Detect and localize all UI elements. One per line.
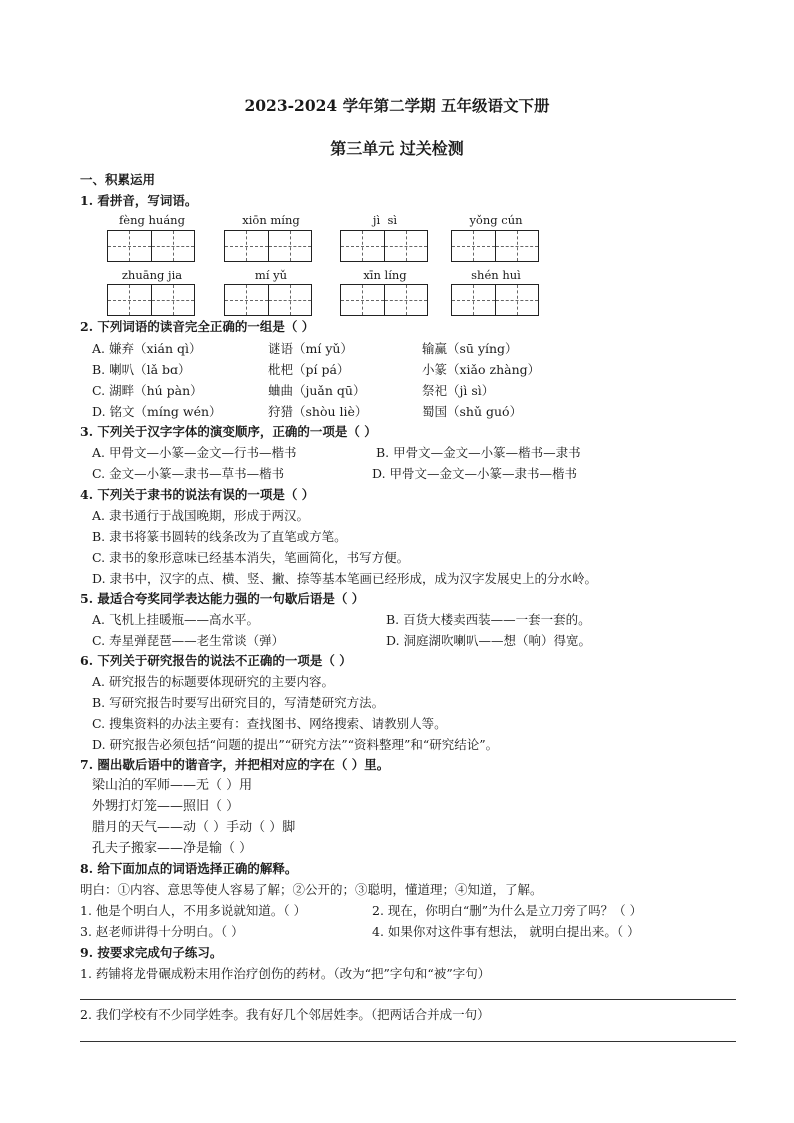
q4-option-b: B. 隶书将篆书圆转的线条改为了直笔或方笔。 xyxy=(92,529,347,544)
q3-option-c: C. 金文—小篆—隶书—草书—楷书 xyxy=(92,466,285,481)
q7-line-2: 外甥打灯笼——照旧（ ） xyxy=(92,799,240,814)
q6-option-a: A. 研究报告的标题要体现研究的主要内容。 xyxy=(92,674,334,689)
q3-option-d: D. 甲骨文—金文—小篆—隶书—楷书 xyxy=(372,466,578,481)
q6-option-d: D. 研究报告必须包括“问题的提出”“研究方法”“资料整理”和“研究结论”。 xyxy=(92,737,499,752)
q6-stem: 6. 下列关于研究报告的说法不正确的一项是（ ） xyxy=(80,653,352,668)
q7-line-4: 孔夫子搬家——净是输（ ） xyxy=(92,841,253,856)
pinyin-label: jì sì xyxy=(372,213,398,227)
q7-line-1: 梁山泊的军师——无（ ）用 xyxy=(92,778,253,793)
q2-option-c3: 祭祀（jì sì） xyxy=(422,383,495,398)
q9-stem: 9. 按要求完成句子练习。 xyxy=(80,945,223,960)
tianzige-box[interactable] xyxy=(340,284,428,316)
pinyin-label: zhuāng jia xyxy=(121,268,183,282)
q8-definition: 明白：①内容、意思等使人容易了解；②公开的；③聪明，懂道理；④知道，了解。 xyxy=(80,882,543,897)
q4-option-d: D. 隶书中，汉字的点、横、竖、撇、捺等基本笔画已经形成，成为汉字发展史上的分水岭。 xyxy=(92,571,598,586)
q7-stem: 7. 圈出歇后语中的谐音字，并把相对应的字在（ ）里。 xyxy=(80,757,390,772)
tianzige-box[interactable] xyxy=(224,230,312,262)
pinyin-label: shén huì xyxy=(471,268,521,282)
tianzige-box[interactable] xyxy=(451,284,539,316)
q6-option-b: B. 写研究报告时要写出研究目的，写清楚研究方法。 xyxy=(92,695,385,710)
q3-option-a: A. 甲骨文—小篆—金文—行书—楷书 xyxy=(92,445,297,460)
q2-option-a1: A. 嫌弃（xián qì） xyxy=(92,341,202,356)
q5-option-a: A. 飞机上挂暖瓶——高水平。 xyxy=(92,612,259,627)
answer-line[interactable] xyxy=(80,999,736,1000)
q2-option-c2: 蛐曲（juǎn qū） xyxy=(268,383,366,398)
pinyin-label: xiōn míng xyxy=(242,213,300,227)
q5-option-d: D. 洞庭湖吹喇叭——想（响）得宽。 xyxy=(386,633,592,648)
q5-stem: 5. 最适合夸奖同学表达能力强的一句歇后语是（ ） xyxy=(80,591,365,606)
page-subtitle: 第三单元 过关检测 xyxy=(330,139,464,158)
pinyin-label: fèng huáng xyxy=(119,213,185,227)
q3-option-b: B. 甲骨文—金文—小篆—楷书—隶书 xyxy=(376,445,581,460)
q8-stem: 8. 给下面加点的词语选择正确的解释。 xyxy=(80,861,298,876)
q8-sentence-1: 1. 他是个明白人，不用多说就知道。（ ） xyxy=(80,903,307,918)
q5-option-c: C. 寿星弹琵琶——老生常谈（弹） xyxy=(92,633,285,648)
q2-option-d1: D. 铭文（míng wén） xyxy=(92,404,222,419)
q5-option-b: B. 百货大楼卖西装——一套一套的。 xyxy=(386,612,591,627)
pinyin-label: mí yǔ xyxy=(254,268,288,282)
q6-option-c: C. 搜集资料的办法主要有：查找图书、网络搜索、请教别人等。 xyxy=(92,716,447,731)
q2-option-b1: B. 喇叭（lǎ bɑ） xyxy=(92,362,191,377)
q9-task-1: 1. 药铺将龙骨碾成粉末用作治疗创伤的药材。（改为“把”字句和“被”字句） xyxy=(80,966,491,981)
q7-line-3: 腊月的天气——动（ ）手动（ ）脚 xyxy=(92,820,296,835)
q2-option-d3: 蜀国（shǔ guó） xyxy=(422,404,523,419)
q2-option-b3: 小篆（xiǎo zhàng） xyxy=(422,362,541,377)
q2-option-d2: 狩猎（shòu liè） xyxy=(268,404,368,419)
q3-stem: 3. 下列关于汉字字体的演变顺序，正确的一项是（ ） xyxy=(80,424,377,439)
q2-option-c1: C. 湖畔（hú pàn） xyxy=(92,383,203,398)
q8-sentence-2: 2. 现在，你明白“删”为什么是立刀旁了吗？（ ） xyxy=(372,903,643,918)
answer-line[interactable] xyxy=(80,1041,736,1042)
tianzige-box[interactable] xyxy=(224,284,312,316)
q2-option-a3: 输赢（sū yíng） xyxy=(422,341,518,356)
page-title: 2023-2024 学年第二学期 五年级语文下册 xyxy=(244,96,550,115)
pinyin-label: xīn líng xyxy=(363,268,407,282)
q2-stem: 2. 下列词语的读音完全正确的一组是（ ） xyxy=(80,319,315,334)
q4-stem: 4. 下列关于隶书的说法有误的一项是（ ） xyxy=(80,487,315,502)
section-heading: 一、积累运用 xyxy=(80,172,156,187)
q2-option-b2: 枇杷（pí pá） xyxy=(268,362,350,377)
tianzige-box[interactable] xyxy=(107,230,195,262)
q1-stem: 1. 看拼音，写词语。 xyxy=(80,193,198,208)
q4-option-c: C. 隶书的象形意味已经基本消失，笔画简化，书写方便。 xyxy=(92,550,410,565)
tianzige-box[interactable] xyxy=(107,284,195,316)
tianzige-box[interactable] xyxy=(340,230,428,262)
q9-task-2: 2. 我们学校有不少同学姓李。我有好几个邻居姓李。（把两话合并成一句） xyxy=(80,1007,490,1022)
q4-option-a: A. 隶书通行于战国晚期，形成于两汉。 xyxy=(92,508,309,523)
q8-sentence-4: 4. 如果你对这件事有想法， 就明白提出来。（ ） xyxy=(372,924,640,939)
q8-sentence-3: 3. 赵老师讲得十分明白。（ ） xyxy=(80,924,244,939)
pinyin-label: yǒng cún xyxy=(469,213,523,227)
q2-option-a2: 谜语（mí yǔ） xyxy=(268,341,353,356)
tianzige-box[interactable] xyxy=(451,230,539,262)
